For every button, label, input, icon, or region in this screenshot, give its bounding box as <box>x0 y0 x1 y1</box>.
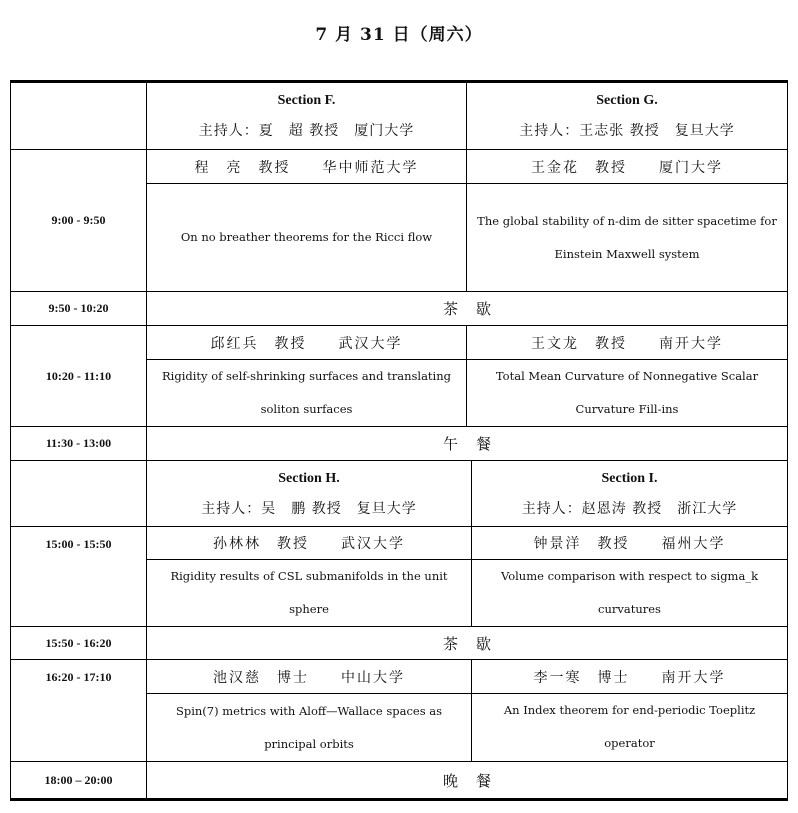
time-slot: 11:30 - 13:00 <box>10 426 147 461</box>
time-slot: 15:00 - 15:50 <box>10 526 147 627</box>
talk-title: Rigidity results of CSL submanifolds in the unit sphere <box>146 559 472 627</box>
tea-break: 茶歇 <box>146 291 788 326</box>
session-host: 主持人：夏 超 教授 厦门大学 <box>198 123 415 139</box>
time-slot: 15:50 - 16:20 <box>10 626 147 660</box>
speaker: 王金花 教授 厦门大学 <box>466 149 788 184</box>
bottom-rule <box>10 799 788 801</box>
speaker: 池汉慈 博士 中山大学 <box>146 659 472 694</box>
time-slot: 10:20 - 11:10 <box>10 325 147 427</box>
page-title: 7 月 31 日（周六） <box>315 25 483 45</box>
time-slot: 18:00 – 20:00 <box>10 761 147 799</box>
talk-title: Total Mean Curvature of Nonnegative Scalar Curvature Fill-ins <box>466 359 788 427</box>
speaker: 王文龙 教授 南开大学 <box>466 325 788 360</box>
speaker: 孙林林 教授 武汉大学 <box>146 526 472 560</box>
section-f-header <box>146 82 467 150</box>
section-title: Section H. <box>278 470 340 486</box>
talk-title: On no breather theorems for the Ricci flow <box>146 183 467 292</box>
section-h-header <box>146 460 472 527</box>
section-i-header <box>471 460 788 527</box>
session-host: 主持人：王志张 教授 复旦大学 <box>519 123 735 139</box>
speaker: 李一寒 博士 南开大学 <box>471 659 788 694</box>
talk-title: An Index theorem for end-periodic Toeplitz operator <box>471 693 788 762</box>
talk-title: Rigidity of self-shrinking surfaces and translating soliton surfaces <box>146 359 467 427</box>
section-g-header <box>466 82 788 150</box>
section-title: Section G. <box>596 93 658 108</box>
talk-title: Volume comparison with respect to sigma_k curvatures <box>471 559 788 627</box>
time-slot: 9:00 - 9:50 <box>10 149 147 292</box>
section-title: Section I. <box>601 470 658 486</box>
section-title: Section F. <box>277 93 336 108</box>
session-host: 主持人：赵恩涛 教授 浙江大学 <box>521 500 738 517</box>
speaker: 钟景洋 教授 福州大学 <box>471 526 788 560</box>
time-cell-empty <box>10 82 147 150</box>
lunch-break: 午餐 <box>146 426 788 461</box>
talk-title: The global stability of n-dim de sitter spacetime for Einstein Maxwell system <box>466 183 788 292</box>
time-cell-empty <box>10 460 147 527</box>
speaker: 邱红兵 教授 武汉大学 <box>146 325 467 360</box>
speaker: 程 亮 教授 华中师范大学 <box>146 149 467 184</box>
tea-break: 茶歇 <box>146 626 788 660</box>
time-slot: 9:50 - 10:20 <box>10 291 147 326</box>
session-host: 主持人：吴 鹏 教授 复旦大学 <box>201 500 417 517</box>
dinner-break: 晚餐 <box>146 761 788 799</box>
time-slot: 16:20 - 17:10 <box>10 659 147 762</box>
talk-title: Spin(7) metrics with Aloff—Wallace spaces as principal orbits <box>146 693 472 762</box>
